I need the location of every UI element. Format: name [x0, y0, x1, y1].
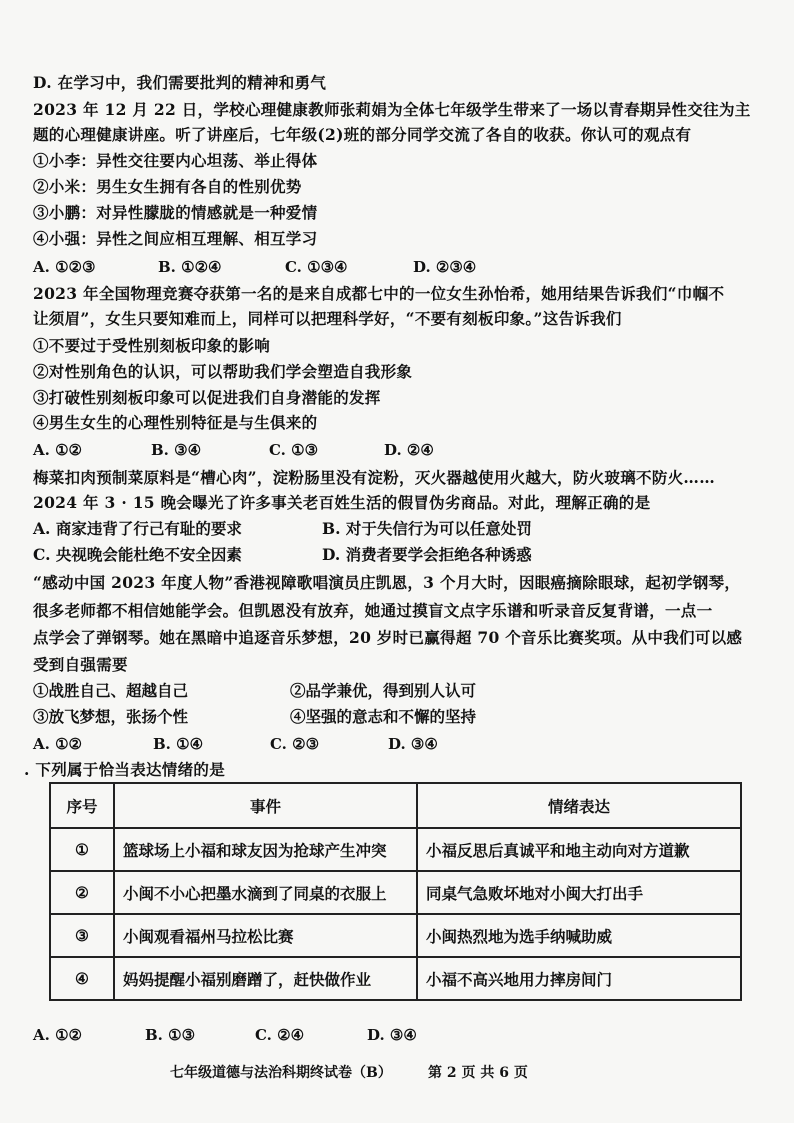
q5-options — [33, 1024, 417, 1046]
q1-item-4: ④小强：异性之间应相互理解、相互学习 — [33, 229, 318, 248]
q3-option-a: A. 商家违背了行己有耻的要求 — [33, 519, 242, 538]
q4-option-c: C. ②③ — [270, 735, 320, 753]
q3-option-d: D. 消费者要学会拒绝各种诱惑 — [322, 545, 532, 564]
row-emotion: 小福反思后真诚平和地主动向对方道歉 — [417, 828, 741, 871]
q1-options — [33, 256, 476, 278]
q2-item-3: ③打破性别刻板印象可以促进我们自身潜能的发挥 — [33, 388, 381, 407]
col-header-event: 事件 — [114, 783, 417, 828]
row-emotion: 小福不高兴地用力摔房间门 — [417, 957, 741, 1000]
q4-stem-line-4: 受到自强需要 — [33, 655, 128, 674]
row-event: 小闽观看福州马拉松比赛 — [114, 914, 417, 957]
q1-option-d: D. ②③④ — [413, 258, 477, 276]
q2-item-2: ②对性别角色的认识，可以帮助我们学会塑造自我形象 — [33, 362, 413, 381]
q4-stem-line-3: 点学会了弹钢琴。她在黑暗中追逐音乐梦想，20 岁时已赢得超 70 个音乐比赛奖项。从中我们可以感 — [33, 628, 743, 647]
table-row — [50, 871, 741, 914]
row-emotion: 小闽热烈地为选手纳喊助威 — [417, 914, 741, 957]
q1-option-a: A. ①②③ — [33, 258, 96, 276]
table-row — [50, 914, 741, 957]
q2-option-d: D. ②④ — [384, 441, 434, 459]
q1-option-b: B. ①②④ — [158, 258, 222, 276]
q5-stem-text: 下列属于恰当表达情绪的是 — [35, 760, 226, 779]
row-event: 篮球场上小福和球友因为抢球产生冲突 — [114, 828, 417, 871]
q4-item-1: ①战胜自己、超越自己 — [33, 681, 189, 700]
q3-stem-line-2: 2024 年 3 · 15 晚会曝光了许多事关老百姓生活的假冒伪劣商品。对此，理解正确的是 — [33, 493, 651, 512]
row-event: 妈妈提醒小福别磨蹭了，赶快做作业 — [114, 957, 417, 1000]
q2-options — [33, 439, 434, 461]
q1-item-2: ②小米：男生女生拥有各自的性别优势 — [33, 177, 302, 196]
q3-option-b: B. 对于失信行为可以任意处罚 — [322, 519, 532, 538]
q4-stem-line-1: “感动中国 2023 年度人物”香港视障歌唱演员庄凯恩，3 个月大时，因眼癌摘除眼球，起初学钢琴， — [33, 573, 741, 592]
q2-option-a: A. ①② — [33, 441, 82, 459]
row-number: ② — [50, 871, 114, 914]
q5-stem: . 下列属于恰当表达情绪的是 — [24, 760, 226, 779]
q5-option-c: C. ②④ — [255, 1026, 305, 1044]
q4-item-2: ②品学兼优，得到别人认可 — [290, 681, 477, 700]
q2-item-4: ④男生女生的心理性别特征是与生俱来的 — [33, 413, 318, 432]
q4-option-b: B. ①④ — [153, 735, 204, 753]
q2-stem-line-2: 让须眉”，女生只要知难而上，同样可以把理科学好，“不要有刻板印象。”这告诉我们 — [33, 309, 622, 328]
q1-item-1: ①小李：异性交往要内心坦荡、举止得体 — [33, 151, 318, 170]
table-row — [50, 957, 741, 1000]
prev-question-tail: D. 在学习中，我们需要批判的精神和勇气 — [33, 73, 327, 92]
q3-option-c: C. 央视晚会能杜绝不安全因素 — [33, 545, 242, 564]
q1-stem-line-2: 题的心理健康讲座。听了讲座后，七年级(2)班的部分同学交流了各自的收获。你认可的观点有 — [33, 125, 692, 144]
row-number: ① — [50, 828, 114, 871]
row-number: ④ — [50, 957, 114, 1000]
table-row — [50, 828, 741, 871]
col-header-number: 序号 — [50, 783, 114, 828]
col-header-emotion: 情绪表达 — [417, 783, 741, 828]
table-header-row — [50, 783, 741, 828]
q5-option-a: A. ①② — [33, 1026, 82, 1044]
row-number: ③ — [50, 914, 114, 957]
q1-stem-line-1: 2023 年 12 月 22 日，学校心理健康教师张莉娟为全体七年级学生带来了一场以青春期异性交往为主 — [33, 100, 751, 119]
q5-option-b: B. ①③ — [145, 1026, 196, 1044]
row-event: 小闽不小心把墨水滴到了同桌的衣服上 — [114, 871, 417, 914]
q2-item-1: ①不要过于受性别刻板印象的影响 — [33, 336, 271, 355]
footer-page-info: 第 2 页 共 6 页 — [428, 1065, 528, 1081]
q5-option-d: D. ③④ — [367, 1026, 417, 1044]
row-emotion: 同桌气急败坏地对小闽大打出手 — [417, 871, 741, 914]
q2-option-c: C. ①③ — [269, 441, 319, 459]
footer-exam-title: 七年级道德与法治科期终试卷（B） — [170, 1065, 392, 1081]
q2-option-b: B. ③④ — [151, 441, 202, 459]
q4-item-3: ③放飞梦想，张扬个性 — [33, 707, 189, 726]
q4-option-a: A. ①② — [33, 735, 82, 753]
q3-stem-line-1: 梅菜扣肉预制菜原料是“槽心肉”，淀粉肠里没有淀粉，灭火器越使用火越大，防火玻璃不防火…… — [33, 468, 716, 487]
q4-stem-line-2: 很多老师都不相信她能学会。但凯恩没有放弃，她通过摸盲文点字乐谱和听录音反复背谱，一点一 — [33, 601, 713, 620]
q4-option-d: D. ③④ — [388, 735, 438, 753]
q4-item-4: ④坚强的意志和不懈的坚持 — [290, 707, 477, 726]
q1-item-3: ③小鹏：对异性朦胧的情感就是一种爱情 — [33, 203, 318, 222]
q2-stem-line-1: 2023 年全国物理竞赛夺获第一名的是来自成都七中的一位女生孙怡希，她用结果告诉我们“巾帼不 — [33, 284, 725, 303]
q1-option-c: C. ①③④ — [285, 258, 348, 276]
emotion-table — [49, 782, 742, 1001]
q4-options — [33, 733, 438, 755]
